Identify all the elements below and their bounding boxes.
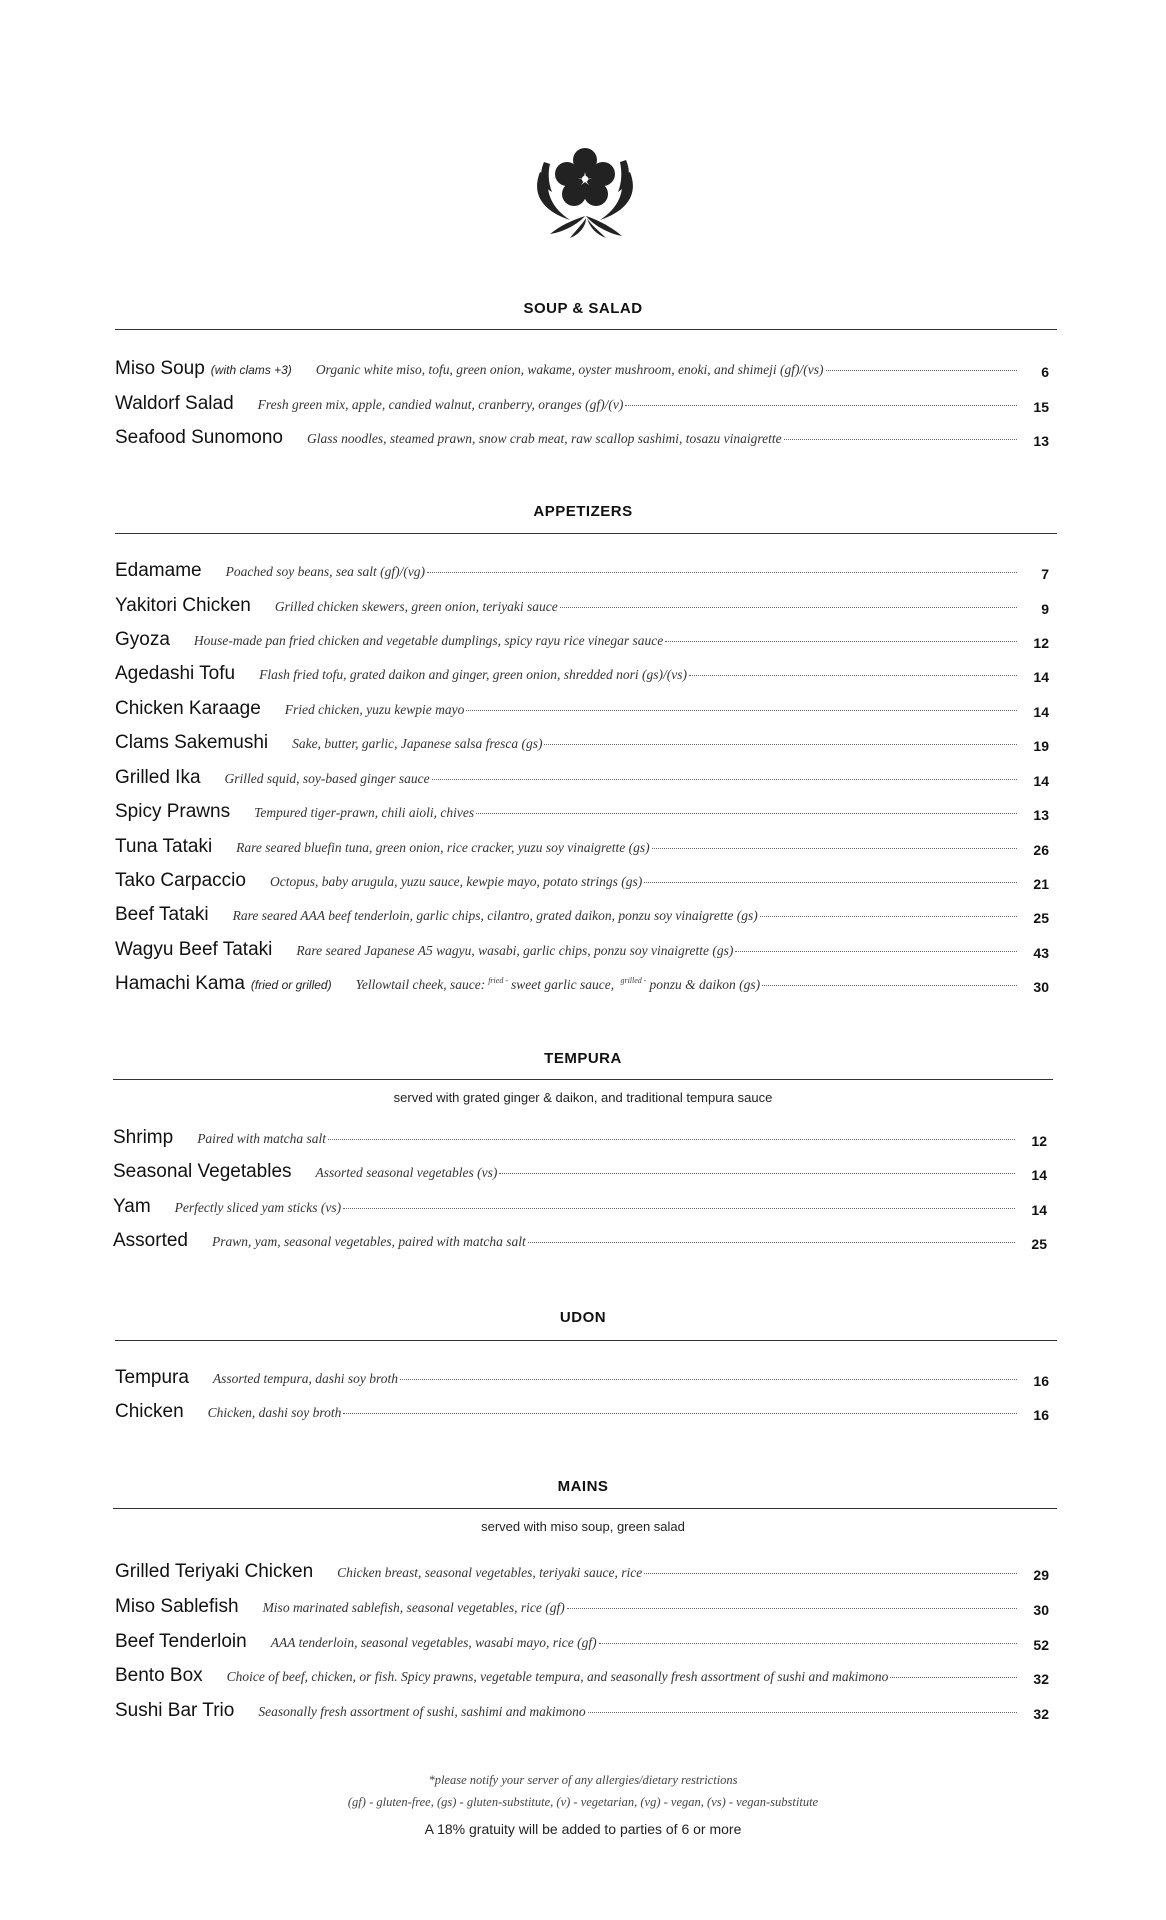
- allergy-notice: *please notify your server of any allergies/dietary restrictions: [428, 1773, 738, 1787]
- item-name: Assorted: [113, 1230, 188, 1251]
- item-price: 21: [1033, 876, 1049, 892]
- desc-part: ponzu & daikon (gs): [649, 977, 761, 992]
- section-title-mains: MAINS: [557, 1478, 609, 1495]
- item-description: Grilled chicken skewers, green onion, teriyaki sauce: [274, 599, 558, 614]
- item-name: Tempura: [115, 1367, 189, 1388]
- item-description: Miso marinated sablefish, seasonal vegetables, rice (gf): [262, 1600, 565, 1615]
- dot-leader: [689, 675, 1017, 676]
- item-name: Miso Sablefish: [115, 1596, 239, 1617]
- item-name: Spicy Prawns: [115, 801, 231, 822]
- item-price: 30: [1033, 979, 1049, 995]
- item-name: Edamame: [115, 560, 202, 581]
- desc-part: sweet garlic sauce,: [510, 977, 615, 992]
- dot-leader: [499, 1173, 1015, 1174]
- item-price: 14: [1033, 704, 1049, 720]
- item-price: 52: [1033, 1637, 1049, 1653]
- item-name: Tuna Tataki: [115, 836, 213, 857]
- desc-superscript: grilled -: [620, 976, 647, 985]
- menu-item-chicken-karaage: [115, 698, 1049, 728]
- menu-item-miso-soup: [115, 358, 1049, 388]
- item-description: Fresh green mix, apple, candied walnut, cranberry, oranges (gf)/(v): [257, 397, 624, 412]
- item-description: Chicken, dashi soy broth: [207, 1405, 342, 1420]
- dot-leader: [427, 572, 1017, 573]
- item-name: Hamachi Kama: [115, 973, 245, 994]
- menu-item-hamachi-kama: [115, 973, 1049, 1003]
- item-name: Chicken Karaage: [115, 698, 261, 719]
- item-price: 13: [1033, 807, 1049, 823]
- item-price: 7: [1041, 566, 1049, 582]
- item-price: 26: [1033, 842, 1049, 858]
- menu-item-shrimp: [113, 1127, 1047, 1157]
- menu-item-assorted: [113, 1230, 1047, 1260]
- item-price: 32: [1033, 1671, 1049, 1687]
- item-description: Assorted seasonal vegetables (vs): [315, 1165, 498, 1180]
- section-note: served with miso soup, green salad: [481, 1519, 685, 1534]
- dot-leader: [567, 1608, 1017, 1609]
- item-name-note: (with clams +3): [210, 363, 292, 377]
- dot-leader: [599, 1643, 1017, 1644]
- menu-item-bento-box: [115, 1665, 1049, 1695]
- item-name: Bento Box: [115, 1665, 203, 1686]
- desc-superscript: fried -: [488, 976, 508, 985]
- item-description: AAA tenderloin, seasonal vegetables, wasabi mayo, rice (gf): [270, 1635, 597, 1650]
- dot-leader: [400, 1379, 1017, 1380]
- dot-leader: [466, 710, 1017, 711]
- menu-item-chicken-udon: [115, 1401, 1049, 1431]
- menu-item-spicy-prawns: [115, 801, 1049, 831]
- item-price: 19: [1033, 738, 1049, 754]
- item-name: Beef Tenderloin: [115, 1631, 247, 1652]
- dot-leader: [560, 607, 1017, 608]
- item-description: Seasonally fresh assortment of sushi, sashimi and makimono: [258, 1704, 586, 1719]
- menu-item-seasonal-vegetables: [113, 1161, 1047, 1191]
- section-note: served with grated ginger & daikon, and traditional tempura sauce: [393, 1090, 773, 1105]
- menu-item-grilled-ika: [115, 767, 1049, 797]
- section-title-soup-salad: SOUP & SALAD: [523, 300, 643, 317]
- dot-leader: [528, 1242, 1015, 1243]
- item-description: Chicken breast, seasonal vegetables, teriyaki sauce, rice: [337, 1565, 643, 1580]
- item-description: Sake, butter, garlic, Japanese salsa fresca (gs): [292, 736, 543, 751]
- item-name: Miso Soup: [115, 358, 205, 379]
- section-divider: [113, 1508, 1057, 1509]
- item-description: House-made pan fried chicken and vegetable dumplings, spicy rayu rice vinegar sauce: [193, 633, 664, 648]
- item-description: Prawn, yam, seasonal vegetables, paired with matcha salt: [211, 1234, 526, 1249]
- section-title-udon: UDON: [559, 1309, 607, 1326]
- dot-leader: [762, 985, 1017, 986]
- item-price: 14: [1033, 669, 1049, 685]
- item-price: 14: [1031, 1202, 1047, 1218]
- item-description: Poached soy beans, sea salt (gf)/(vg): [225, 564, 426, 579]
- item-price: 6: [1041, 364, 1049, 380]
- menu-item-sushi-bar-trio: [115, 1700, 1049, 1730]
- menu-item-tako-carpaccio: [115, 870, 1049, 900]
- item-price: 43: [1033, 945, 1049, 961]
- menu-item-gyoza: [115, 629, 1049, 659]
- section-divider: [115, 533, 1057, 534]
- item-name: Tako Carpaccio: [115, 870, 246, 891]
- item-name: Chicken: [115, 1401, 184, 1422]
- dot-leader: [343, 1413, 1017, 1414]
- dot-leader: [625, 405, 1017, 406]
- item-name: Shrimp: [113, 1127, 174, 1148]
- item-price: 12: [1031, 1133, 1047, 1149]
- menu-item-yam: [113, 1196, 1047, 1226]
- item-price: 12: [1033, 635, 1049, 651]
- menu-item-beef-tataki: [115, 904, 1049, 934]
- item-name: Yam: [113, 1196, 151, 1217]
- item-price: 13: [1033, 433, 1049, 449]
- menu-item-agedashi-tofu: [115, 663, 1049, 693]
- section-divider: [113, 1079, 1053, 1080]
- menu-item-grilled-teriyaki-chicken: [115, 1561, 1049, 1591]
- item-name: Waldorf Salad: [115, 393, 234, 414]
- item-description: Flash fried tofu, grated daikon and ginger, green onion, shredded nori (gs)/(vs): [259, 667, 688, 682]
- dot-leader: [544, 744, 1017, 745]
- item-price: 32: [1033, 1706, 1049, 1722]
- item-price: 25: [1031, 1236, 1047, 1252]
- item-price: 16: [1033, 1407, 1049, 1423]
- gratuity-notice: A 18% gratuity will be added to parties of 6 or more: [424, 1821, 742, 1837]
- plum-blossom-emblem-icon: [530, 142, 640, 242]
- dot-leader: [644, 882, 1017, 883]
- item-name: Grilled Ika: [115, 767, 201, 788]
- dot-leader: [652, 848, 1017, 849]
- menu-item-tuna-tataki: [115, 836, 1049, 866]
- dot-leader: [476, 813, 1017, 814]
- menu-item-miso-sablefish: [115, 1596, 1049, 1626]
- item-name: Sushi Bar Trio: [115, 1700, 235, 1721]
- item-description: Rare seared Japanese A5 wagyu, wasabi, garlic chips, ponzu soy vinaigrette (gs): [296, 943, 734, 958]
- dot-leader: [735, 951, 1017, 952]
- item-name: Agedashi Tofu: [115, 663, 236, 684]
- item-description: Rare seared bluefin tuna, green onion, rice cracker, yuzu soy vinaigrette (gs): [236, 840, 650, 855]
- item-name: Beef Tataki: [115, 904, 209, 925]
- dot-leader: [432, 779, 1017, 780]
- item-name: Yakitori Chicken: [115, 595, 251, 616]
- dot-leader: [890, 1677, 1017, 1678]
- item-name: Seasonal Vegetables: [113, 1161, 292, 1182]
- dot-leader: [644, 1573, 1017, 1574]
- item-description: Octopus, baby arugula, yuzu sauce, kewpie mayo, potato strings (gs): [269, 874, 643, 889]
- item-description: Glass noodles, steamed prawn, snow crab meat, raw scallop sashimi, tosazu vinaigrette: [306, 431, 782, 446]
- dot-leader: [665, 641, 1017, 642]
- item-name-note: (fried or grilled): [250, 978, 332, 992]
- item-price: 25: [1033, 910, 1049, 926]
- item-price: 14: [1033, 773, 1049, 789]
- item-description: [356, 976, 761, 993]
- menu-item-edamame: [115, 560, 1049, 590]
- item-name: Clams Sakemushi: [115, 732, 269, 753]
- item-description: Organic white miso, tofu, green onion, wakame, oyster mushroom, enoki, and shimeji (gf)/(vs): [315, 362, 824, 377]
- dot-leader: [343, 1208, 1015, 1209]
- desc-part: Yellowtail cheek, sauce:: [355, 977, 486, 992]
- dot-leader: [784, 439, 1017, 440]
- section-divider: [115, 329, 1057, 330]
- item-price: 29: [1033, 1567, 1049, 1583]
- dot-leader: [826, 370, 1018, 371]
- item-price: 15: [1033, 399, 1049, 415]
- menu-item-waldorf-salad: [115, 393, 1049, 423]
- item-name: Wagyu Beef Tataki: [115, 939, 273, 960]
- item-price: 16: [1033, 1373, 1049, 1389]
- dot-leader: [328, 1139, 1015, 1140]
- item-description: Tempured tiger-prawn, chili aioli, chives: [254, 805, 475, 820]
- item-price: 30: [1033, 1602, 1049, 1618]
- menu-item-tempura-udon: [115, 1367, 1049, 1397]
- item-price: 9: [1041, 601, 1049, 617]
- item-name: Gyoza: [115, 629, 170, 650]
- item-description: Fried chicken, yuzu kewpie mayo: [284, 702, 465, 717]
- menu-item-seafood-sunomono: [115, 427, 1049, 457]
- section-divider: [115, 1340, 1057, 1341]
- dot-leader: [760, 916, 1017, 917]
- item-description: Choice of beef, chicken, or fish. Spicy prawns, vegetable tempura, and seasonally fresh assortment of sushi and makimono: [226, 1669, 889, 1684]
- section-title-tempura: TEMPURA: [544, 1050, 622, 1067]
- item-description: Paired with matcha salt: [197, 1131, 327, 1146]
- item-description: Rare seared AAA beef tenderloin, garlic chips, cilantro, grated daikon, ponzu soy vinaigrette (gs): [232, 908, 758, 923]
- item-name: Seafood Sunomono: [115, 427, 283, 448]
- item-description: Perfectly sliced yam sticks (vs): [174, 1200, 342, 1215]
- item-description: Grilled squid, soy-based ginger sauce: [224, 771, 430, 786]
- item-name: Grilled Teriyaki Chicken: [115, 1561, 314, 1582]
- section-title-appetizers: APPETIZERS: [533, 503, 633, 520]
- menu-item-beef-tenderloin: [115, 1631, 1049, 1661]
- menu-item-yakitori-chicken: [115, 595, 1049, 625]
- menu-item-wagyu-beef-tataki: [115, 939, 1049, 969]
- item-description: Assorted tempura, dashi soy broth: [212, 1371, 399, 1386]
- dietary-legend: (gf) - gluten-free, (gs) - gluten-substitute, (v) - vegetarian, (vg) - vegan, (vs) - vegan-substitute: [347, 1795, 819, 1809]
- item-price: 14: [1031, 1167, 1047, 1183]
- dot-leader: [588, 1712, 1017, 1713]
- menu-item-clams-sakemushi: [115, 732, 1049, 762]
